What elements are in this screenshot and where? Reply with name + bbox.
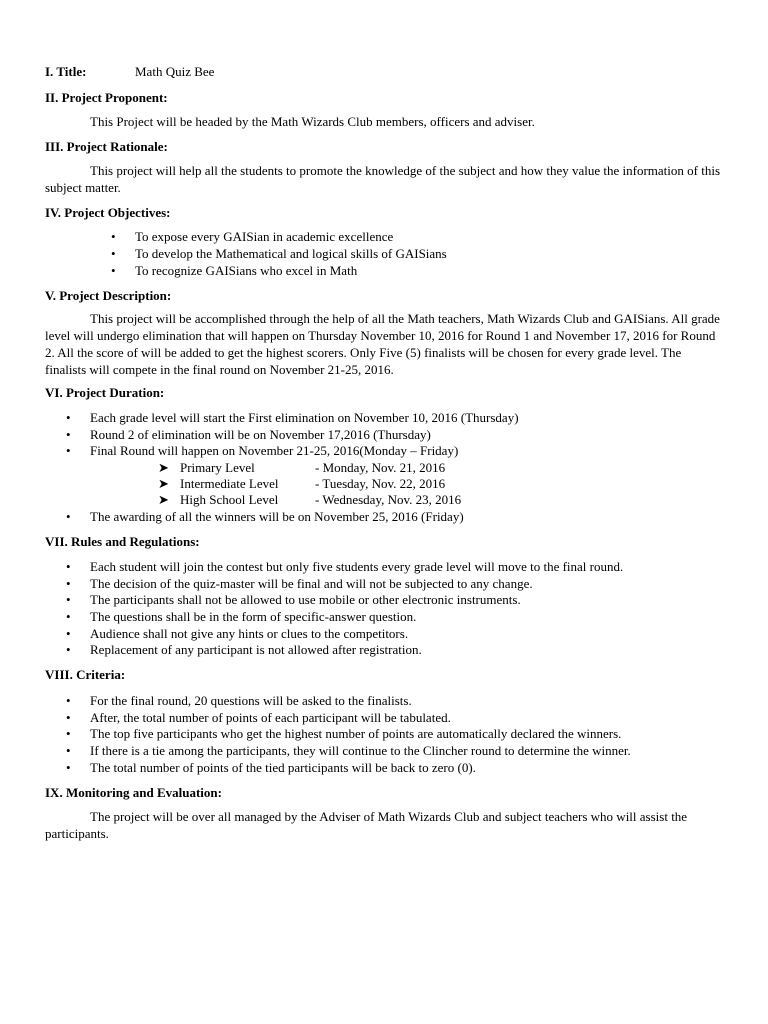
description-text: This project will be accomplished through the help of all the Math teachers, Math Wizards Club and GAISians. All grade level will undergo elimination that will happen on Thursday November 10, 2016 for Round 1 and November 17, 2016 for Round 2. All the score of will be added to get the highest scorers. Only Five (5) finalists will be chosen for every grade level. The finalists will compete in the final round on November 21-25, 2016. xyxy=(45,311,720,377)
section-description-heading: V. Project Description: xyxy=(45,288,172,303)
monitoring-text: The project will be over all managed by the Adviser of Math Wizards Club and subject teachers who will assist the participants. xyxy=(45,809,688,841)
section-title-heading: I. Title: xyxy=(45,64,87,79)
rule-item: • Each student will join the contest but only five students every grade level will move to the final round. xyxy=(90,558,623,575)
rule-item: • The participants shall not be allowed to use mobile or other electronic instruments. xyxy=(90,591,521,608)
section-duration-heading: VI. Project Duration: xyxy=(45,385,165,400)
level-label: Intermediate Level xyxy=(180,476,279,491)
duration-item: • The awarding of all the winners will be on November 25, 2016 (Friday) xyxy=(90,508,464,525)
objective-item: • To develop the Mathematical and logical skills of GAISians xyxy=(135,245,447,262)
criteria-item: • After, the total number of points of each participant will be tabulated. xyxy=(90,709,451,726)
duration-item: • Round 2 of elimination will be on November 17,2016 (Thursday) xyxy=(90,426,431,443)
criteria-item: • For the final round, 20 questions will be asked to the finalists. xyxy=(90,692,412,709)
section-monitoring-heading: IX. Monitoring and Evaluation: xyxy=(45,785,222,800)
criteria-item: • The top five participants who get the highest number of points are automatically declared the winners. xyxy=(90,725,621,742)
duration-item: • Each grade level will start the First elimination on November 10, 2016 (Thursday) xyxy=(90,409,519,426)
rationale-text: This project will help all the students to promote the knowledge of the subject and how they value the information of this subject matter. xyxy=(45,163,720,195)
section-objectives-heading: IV. Project Objectives: xyxy=(45,205,171,220)
project-title: Math Quiz Bee xyxy=(135,64,215,79)
rule-item: • The questions shall be in the form of specific-answer question. xyxy=(90,608,416,625)
rule-item: • Audience shall not give any hints or clues to the competitors. xyxy=(90,625,408,642)
section-rationale-heading: III. Project Rationale: xyxy=(45,139,168,154)
section-criteria-heading: VIII. Criteria: xyxy=(45,667,126,682)
rule-item: • Replacement of any participant is not allowed after registration. xyxy=(90,641,422,658)
arrow-bullet-icon: ➤ xyxy=(158,460,169,475)
section-rules-heading: VII. Rules and Regulations: xyxy=(45,534,200,549)
criteria-item: • The total number of points of the tied participants will be back to zero (0). xyxy=(90,759,476,776)
objective-item: • To recognize GAISians who excel in Math xyxy=(135,262,357,279)
objective-item: • To expose every GAISian in academic excellence xyxy=(135,228,393,245)
level-date: - Monday, Nov. 21, 2016 xyxy=(315,460,446,475)
rule-item: • The decision of the quiz-master will be final and will not be subjected to any change. xyxy=(90,575,533,592)
criteria-item: • If there is a tie among the participants, they will continue to the Clincher round to determine the winner. xyxy=(90,742,631,759)
duration-item: • Final Round will happen on November 21-25, 2016(Monday – Friday) xyxy=(90,442,458,459)
proponent-text: This Project will be headed by the Math Wizards Club members, officers and adviser. xyxy=(90,114,535,129)
level-date: - Wednesday, Nov. 23, 2016 xyxy=(315,492,462,507)
arrow-bullet-icon: ➤ xyxy=(158,492,169,507)
section-proponent-heading: II. Project Proponent: xyxy=(45,90,168,105)
level-label: Primary Level xyxy=(180,460,255,475)
level-date: - Tuesday, Nov. 22, 2016 xyxy=(315,476,446,491)
level-label: High School Level xyxy=(180,492,279,507)
arrow-bullet-icon: ➤ xyxy=(158,476,169,491)
